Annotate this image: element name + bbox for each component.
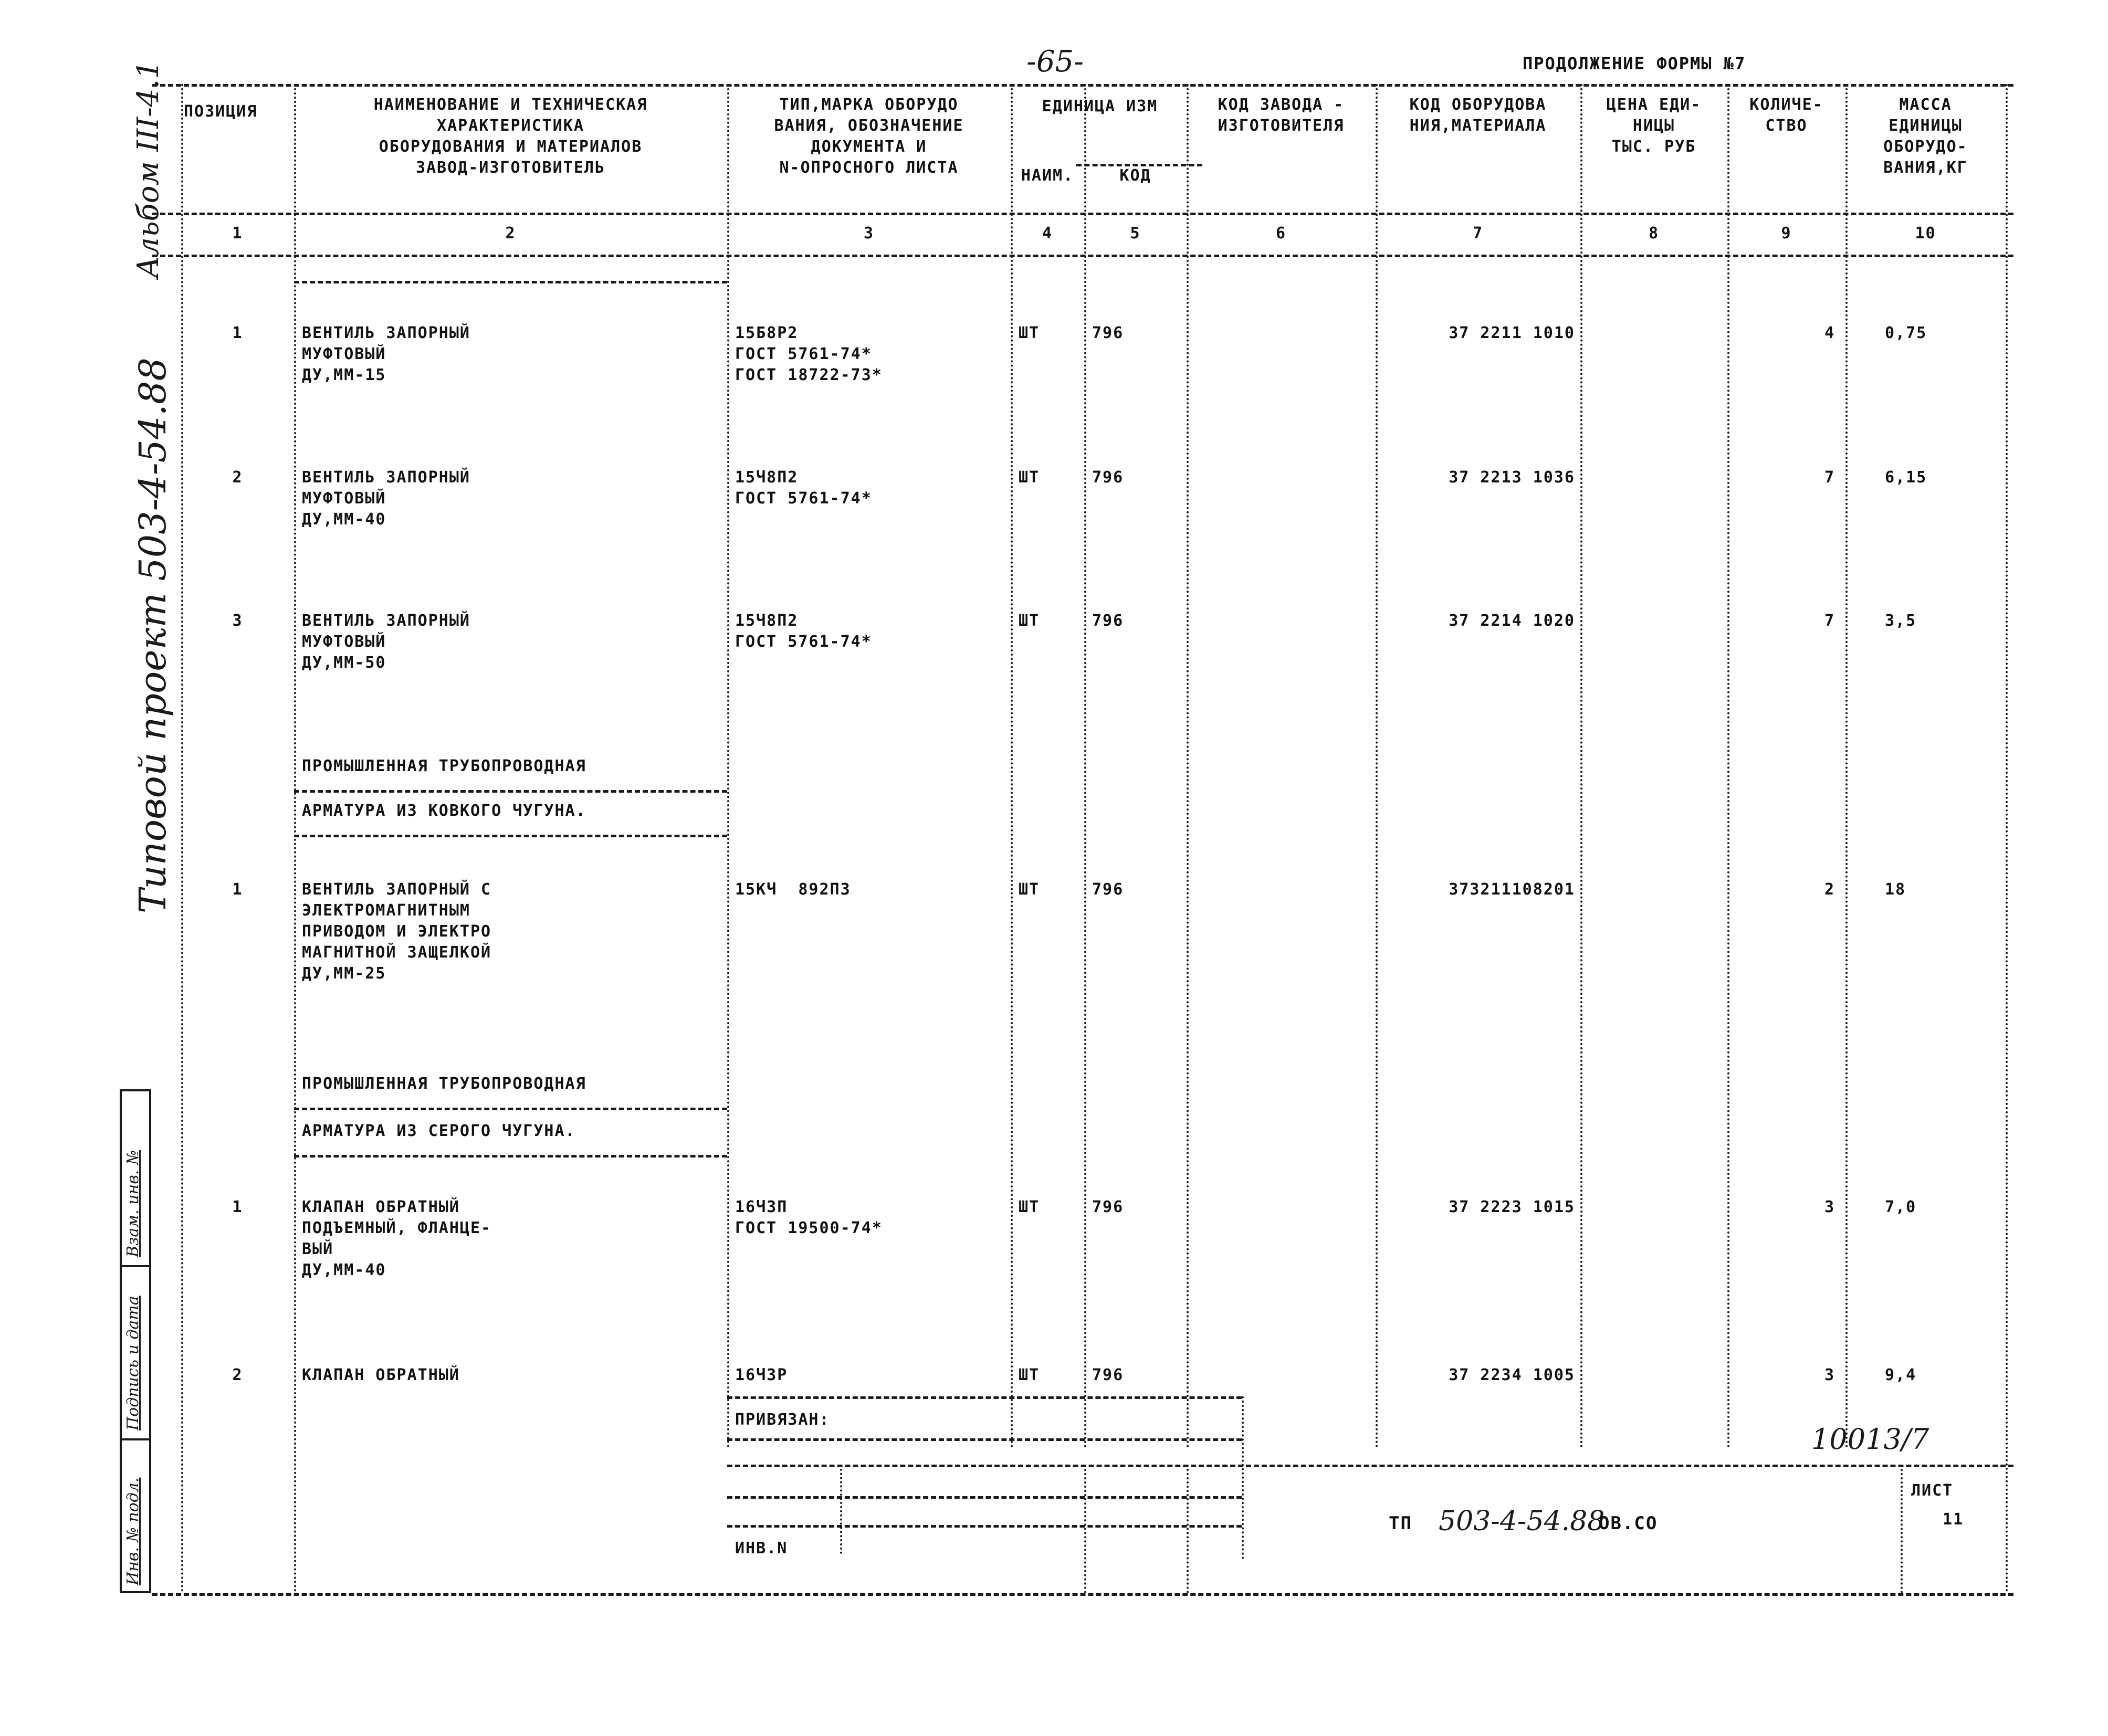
- row3-equip: 37 2214 1020: [1449, 612, 1575, 630]
- section2-line1: ПРОМЫШЛЕННАЯ ТРУБОПРОВОДНАЯ: [302, 1075, 586, 1093]
- row4-type: 15КЧ 892П3: [735, 880, 851, 899]
- row1-equip: 37 2211 1010: [1449, 324, 1575, 342]
- row6-unit: ШТ: [1019, 1366, 1040, 1384]
- row6-name: КЛАПАН ОБРАТНЫЙ: [302, 1366, 460, 1384]
- header-unit: ЕДИНИЦА ИЗМ: [1042, 97, 1158, 115]
- continuation-title: ПРОДОЛЖЕНИЕ ФОРМЫ №7: [1523, 54, 1746, 73]
- row5-equip: 37 2223 1015: [1449, 1198, 1575, 1216]
- header-plant-code: КОД ЗАВОДА - ИЗГОТОВИТЕЛЯ: [1218, 96, 1345, 135]
- row2-name: ВЕНТИЛЬ ЗАПОРНЫЙ МУФТОВЫЙ ДУ,ММ-40: [302, 468, 470, 529]
- row6-equip: 37 2234 1005: [1449, 1366, 1575, 1384]
- colnum-7: 7: [1472, 224, 1484, 243]
- doc-prefix: ТП: [1389, 1513, 1412, 1534]
- colnum-2: 2: [505, 224, 516, 243]
- colnum-8: 8: [1648, 224, 1660, 243]
- doc-code: 503-4-54.88: [1439, 1506, 1605, 1537]
- row5-name: КЛАПАН ОБРАТНЫЙ ПОДЪЕМНЫЙ, ФЛАНЦЕ- ВЫЙ ДУ,ММ-40: [302, 1198, 492, 1279]
- row6-type: 16Ч3Р: [735, 1366, 788, 1384]
- row4-code: 796: [1092, 880, 1124, 899]
- sheet-number: 11: [1943, 1510, 1964, 1529]
- sheet-label: ЛИСТ: [1911, 1481, 1954, 1500]
- row3-mass: 3,5: [1885, 612, 1917, 630]
- row1-qty: 4: [1824, 324, 1835, 342]
- stamp-vzam: Взам. инв. №: [124, 1150, 142, 1257]
- doc-suffix: ОВ.СО: [1599, 1513, 1658, 1534]
- header-unit-code: КОД: [1119, 166, 1151, 185]
- section1-line2: АРМАТУРА ИЗ КОВКОГО ЧУГУНА.: [302, 802, 586, 820]
- row2-code: 796: [1092, 468, 1124, 487]
- colnum-4: 4: [1042, 224, 1053, 243]
- row6-pos: 2: [232, 1366, 243, 1384]
- row4-qty: 2: [1824, 880, 1835, 899]
- stamp-inv: ИНВ.N: [735, 1539, 788, 1558]
- row2-type: 15Ч8П2 ГОСТ 5761-74*: [735, 468, 872, 508]
- section1-line1: ПРОМЫШЛЕННАЯ ТРУБОПРОВОДНАЯ: [302, 757, 586, 775]
- row5-unit: ШТ: [1019, 1198, 1040, 1216]
- page-number: -65-: [1026, 45, 1084, 79]
- row6-code: 796: [1092, 1366, 1124, 1384]
- row5-type: 16Ч3П ГОСТ 19500-74*: [735, 1198, 883, 1237]
- row3-pos: 3: [232, 612, 243, 630]
- row3-name: ВЕНТИЛЬ ЗАПОРНЫЙ МУФТОВЫЙ ДУ,ММ-50: [302, 612, 470, 672]
- header-price: ЦЕНА ЕДИ- НИЦЫ ТЫС. РУБ: [1606, 96, 1702, 156]
- row5-pos: 1: [232, 1198, 243, 1216]
- stamp-inv: Инв. № подл.: [124, 1477, 142, 1585]
- row1-name: ВЕНТИЛЬ ЗАПОРНЫЙ МУФТОВЫЙ ДУ,ММ-15: [302, 324, 470, 384]
- colnum-5: 5: [1130, 224, 1141, 243]
- row2-unit: ШТ: [1019, 468, 1040, 487]
- row4-unit: ШТ: [1019, 880, 1040, 899]
- row5-mass: 7,0: [1885, 1198, 1917, 1216]
- row1-pos: 1: [232, 324, 243, 342]
- handwritten-number: 10013/7: [1811, 1423, 1929, 1456]
- row4-equip: 373211108201: [1449, 880, 1575, 899]
- colnum-6: 6: [1275, 224, 1287, 243]
- header-unit-name: НАИМ.: [1021, 166, 1074, 185]
- row2-equip: 37 2213 1036: [1449, 468, 1575, 487]
- header-type: ТИП,МАРКА ОБОРУДО ВАНИЯ, ОБОЗНАЧЕНИЕ ДОКУМЕНТА И N-ОПРОСНОГО ЛИСТА: [774, 96, 964, 177]
- colnum-1: 1: [232, 224, 243, 243]
- colnum-10: 10: [1915, 224, 1936, 243]
- row4-pos: 1: [232, 880, 243, 899]
- row1-type: 15Б8Р2 ГОСТ 5761-74* ГОСТ 18722-73*: [735, 324, 883, 384]
- row5-qty: 3: [1824, 1198, 1835, 1216]
- row1-unit: ШТ: [1019, 324, 1040, 342]
- row2-qty: 7: [1824, 468, 1835, 487]
- row4-name: ВЕНТИЛЬ ЗАПОРНЫЙ С ЭЛЕКТРОМАГНИТНЫМ ПРИВОДОМ И ЭЛЕКТРО МАГНИТНОЙ ЗАЩЕЛКОЙ ДУ,ММ-25: [302, 880, 492, 983]
- row3-unit: ШТ: [1019, 612, 1040, 630]
- header-mass: МАССА ЕДИНИЦЫ ОБОРУДО- ВАНИЯ,КГ: [1883, 96, 1968, 177]
- row3-qty: 7: [1824, 612, 1835, 630]
- header-quantity: КОЛИЧЕ- СТВО: [1749, 96, 1823, 135]
- stamp-privyazan: ПРИВЯЗАН:: [735, 1411, 830, 1429]
- stamp-sign: Подпись и дата: [124, 1296, 142, 1430]
- row2-mass: 6,15: [1885, 468, 1927, 487]
- row1-mass: 0,75: [1885, 324, 1927, 342]
- row3-code: 796: [1092, 612, 1124, 630]
- row5-code: 796: [1092, 1198, 1124, 1216]
- colnum-3: 3: [863, 224, 875, 243]
- album-label: Альбом III-4.1: [131, 60, 165, 278]
- header-equip-code: КОД ОБОРУДОВА НИЯ,МАТЕРИАЛА: [1409, 96, 1547, 135]
- colnum-9: 9: [1781, 224, 1792, 243]
- row4-mass: 18: [1885, 880, 1906, 899]
- header-position: ПОЗИЦИЯ: [184, 102, 258, 121]
- row1-code: 796: [1092, 324, 1124, 342]
- section2-line2: АРМАТУРА ИЗ СЕРОГО ЧУГУНА.: [302, 1122, 576, 1140]
- header-name: НАИМЕНОВАНИЕ И ТЕХНИЧЕСКАЯ ХАРАКТЕРИСТИКА ОБОРУДОВАНИЯ И МАТЕРИАЛОВ ЗАВОД-ИЗГОТОВИТЕЛЬ: [373, 96, 648, 177]
- row6-mass: 9,4: [1885, 1366, 1917, 1384]
- row3-type: 15Ч8П2 ГОСТ 5761-74*: [735, 612, 872, 651]
- row2-pos: 2: [232, 468, 243, 487]
- project-label: Типовой проект 503-4-54.88: [131, 357, 174, 913]
- row6-qty: 3: [1824, 1366, 1835, 1384]
